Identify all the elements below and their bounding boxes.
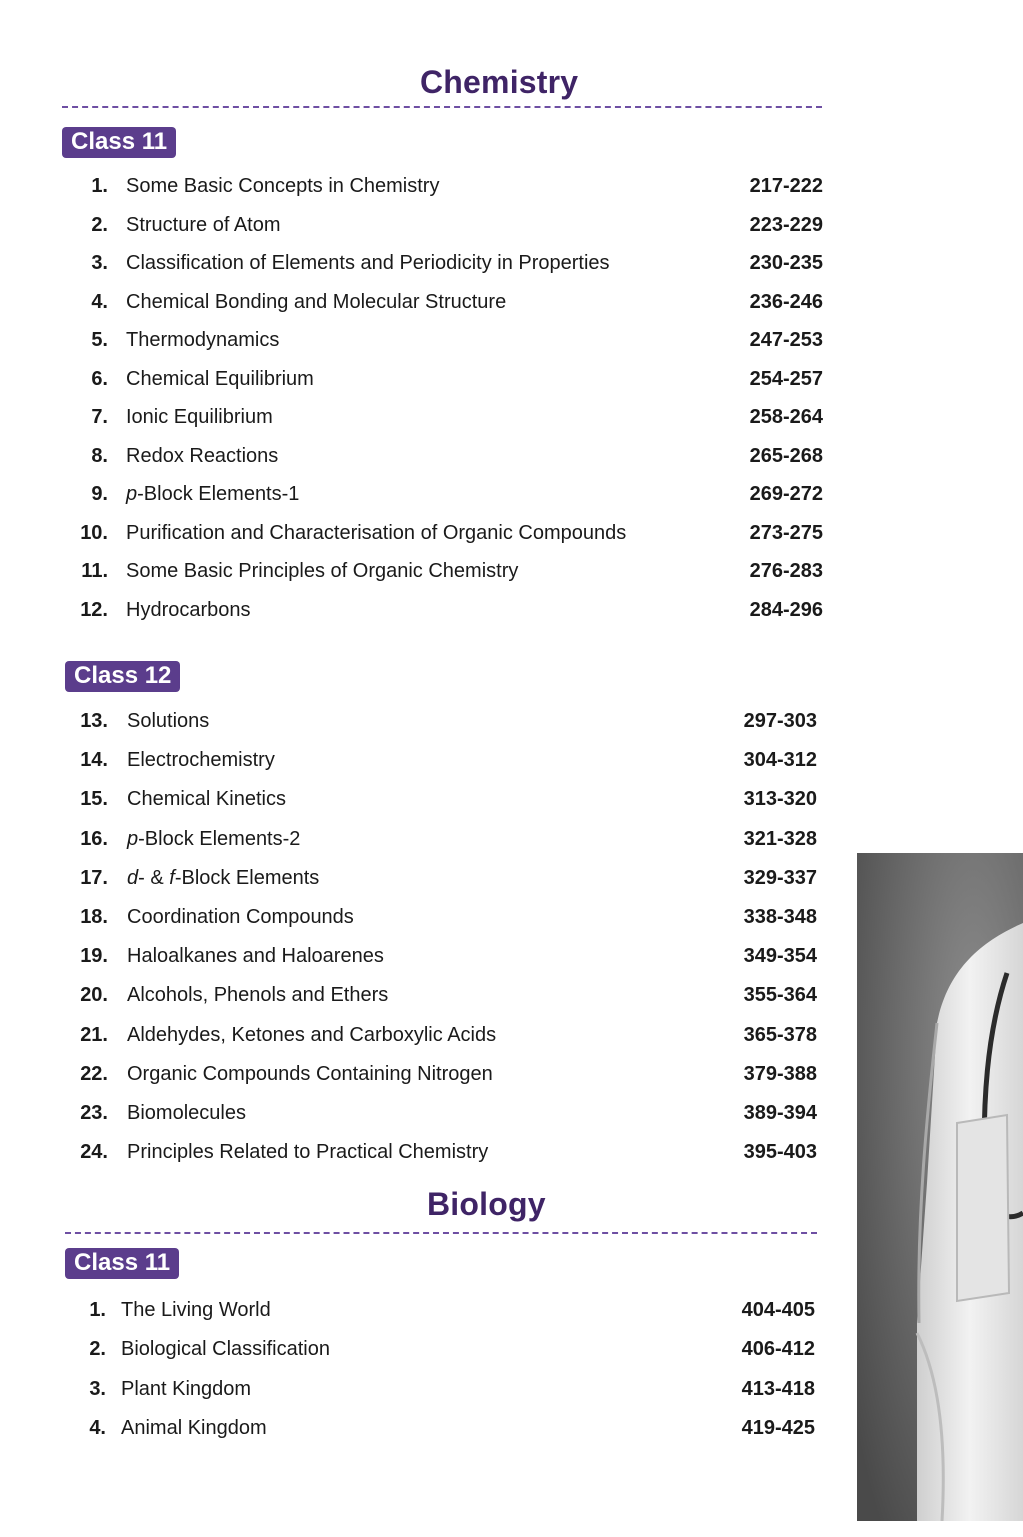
toc-title [127,1020,496,1050]
toc-page-range: 265-268 [749,444,823,467]
chemistry-heading: Chemistry [420,64,579,100]
toc-row[interactable] [60,745,817,775]
toc-title-text: Redox Reactions [126,444,279,467]
toc-title-italic: f [169,866,175,889]
toc-title [126,248,610,278]
toc-title-text: Solutions [127,710,210,732]
toc-title-text: Biomolecules [127,1102,246,1124]
toc-title [127,824,300,854]
toc-title [127,941,384,971]
toc-row[interactable] [60,1098,817,1128]
toc-number: 18. [80,906,108,928]
biology-divider [65,1232,817,1234]
toc-title-text: Haloalkanes and Haloarenes [127,945,384,968]
toc-page-range: 379-388 [743,1062,817,1085]
toc-row[interactable] [60,824,817,854]
toc-title-text: Hydrocarbons [126,598,251,621]
toc-row[interactable] [60,171,823,201]
toc-page-range: 365-378 [743,1023,817,1046]
toc-page-range: 230-235 [749,252,823,274]
toc-title-text: Chemical Bonding and Molecular Structure [126,290,507,313]
toc-title [127,745,275,775]
toc-title [127,902,354,932]
toc-title-text: -Block Elements [174,866,320,889]
toc-title [126,171,439,201]
toc-row[interactable] [60,479,823,509]
toc-title-text: Electrochemistry [127,749,275,772]
toc-number: 7. [91,406,108,428]
toc-page-range: 349-354 [743,945,817,968]
toc-number: 2. [91,213,108,236]
toc-page-range: 236-246 [749,290,823,313]
toc-title [127,706,209,736]
toc-page-range: 338-348 [743,906,817,928]
toc-number: 17. [80,866,108,889]
toc-title-text: Some Basic Concepts in Chemistry [126,175,440,197]
toc-title-text: Classification of Elements and Periodicity in Properties [126,252,610,274]
toc-page-range: 284-296 [749,598,823,621]
toc-number: 16. [80,827,108,850]
toc-number: 1. [89,1299,106,1321]
toc-page-range: 247-253 [749,329,823,351]
toc-row[interactable] [60,863,817,893]
toc-title-text: Ionic Equilibrium [126,406,273,428]
toc-page-range: 217-222 [749,175,823,197]
chemistry-class11-badge: Class 11 [62,127,176,158]
toc-number: 15. [80,788,108,811]
toc-title-text: Coordination Compounds [127,906,354,928]
toc-number: 6. [91,367,108,390]
toc-number: 9. [91,483,108,505]
toc-page-range: 395-403 [743,1141,817,1164]
toc-number: 19. [80,945,108,968]
toc-title-mid: - & [138,866,170,889]
toc-number: 22. [80,1062,108,1085]
toc-row[interactable] [58,1295,815,1325]
toc-row[interactable] [58,1334,815,1364]
toc-title-text: Animal Kingdom [121,1416,267,1439]
biology-class11-badge: Class 11 [65,1248,179,1279]
toc-title [121,1295,271,1325]
toc-number: 10. [80,521,108,544]
toc-page-range: 304-312 [743,749,817,772]
toc-title [126,287,506,317]
toc-page-range: 355-364 [743,984,817,1007]
toc-title [126,325,279,355]
toc-title-text: Principles Related to Practical Chemistry [127,1141,489,1164]
toc-title-text: Biological Classification [121,1338,330,1361]
toc-page-range: 321-328 [743,827,817,850]
toc-page-range: 413-418 [741,1377,815,1400]
toc-row[interactable] [60,595,823,625]
toc-title [126,210,281,240]
toc-row[interactable] [60,784,817,814]
toc-title-text: The Living World [121,1299,271,1321]
toc-number: 21. [80,1023,108,1046]
toc-page-range: 404-405 [741,1299,815,1321]
toc-title [126,518,626,548]
toc-row[interactable] [60,980,817,1010]
toc-title [126,595,251,625]
toc-row[interactable] [58,1374,815,1404]
toc-title-text: Chemical Equilibrium [126,367,314,390]
toc-number: 3. [91,252,108,274]
toc-title [127,1098,246,1128]
chemistry-divider [62,106,822,108]
toc-title [121,1374,251,1404]
toc-title [126,556,518,586]
doctor-with-stethoscope-icon [857,853,1023,1521]
toc-number: 4. [91,290,108,313]
toc-title [126,479,299,509]
toc-number: 5. [91,329,108,351]
toc-row[interactable] [60,325,823,355]
toc-number: 11. [81,560,108,582]
toc-title-text: -Block Elements-1 [137,483,300,505]
toc-number: 13. [80,710,108,732]
toc-title-italic: p [127,827,139,850]
toc-title [127,863,319,893]
chemistry-class12-badge: Class 12 [65,661,180,692]
toc-number: 23. [80,1102,108,1124]
toc-title-text: Aldehydes, Ketones and Carboxylic Acids [127,1023,497,1046]
toc-number: 3. [89,1377,106,1400]
toc-page-range: 258-264 [749,406,823,428]
toc-row[interactable] [60,518,823,548]
toc-row[interactable] [60,364,823,394]
toc-number: 12. [80,598,108,621]
toc-number: 8. [91,444,108,467]
toc-title [121,1413,267,1443]
toc-page-range: 329-337 [743,866,817,889]
toc-row[interactable] [60,1137,817,1167]
toc-number: 14. [80,749,108,772]
toc-row[interactable] [60,441,823,471]
toc-title-text: Some Basic Principles of Organic Chemistry [126,560,519,582]
toc-title [127,1137,488,1167]
toc-title [126,364,314,394]
biology-heading: Biology [427,1186,546,1222]
toc-page-range: 269-272 [749,483,823,505]
toc-title-text: Organic Compounds Containing Nitrogen [127,1062,493,1085]
toc-number: 20. [80,984,108,1007]
toc-title-text: Thermodynamics [126,329,280,351]
toc-title [127,980,388,1010]
toc-page-range: 254-257 [749,367,823,390]
toc-title-text: Structure of Atom [126,213,281,236]
toc-number: 4. [89,1416,106,1439]
toc-title-text: -Block Elements-2 [138,827,301,850]
toc-title [121,1334,330,1364]
toc-row[interactable] [60,1059,817,1089]
toc-title-italic: d [127,866,139,889]
toc-row[interactable] [60,1020,817,1050]
toc-row[interactable] [60,248,823,278]
toc-row[interactable] [60,556,823,586]
toc-title-text: Purification and Characterisation of Organic Compounds [126,521,627,544]
toc-number: 1. [91,175,108,197]
toc-page-range: 297-303 [743,710,817,732]
toc-title-italic: p [126,483,138,505]
toc-page-range: 406-412 [741,1338,815,1361]
toc-row[interactable] [58,1413,815,1443]
toc-page-range: 419-425 [741,1416,815,1439]
toc-number: 24. [80,1141,108,1164]
toc-row[interactable] [60,402,823,432]
toc-title [126,402,273,432]
toc-page-range: 223-229 [749,213,823,236]
toc-title [127,784,286,814]
toc-page-range: 389-394 [743,1102,817,1124]
toc-row[interactable] [60,287,823,317]
toc-row[interactable] [60,941,817,971]
toc-title-text: Chemical Kinetics [127,788,286,811]
toc-title [127,1059,493,1089]
toc-page-range: 276-283 [749,560,823,582]
toc-row[interactable] [60,210,823,240]
toc-title-text: Plant Kingdom [121,1377,252,1400]
toc-page-range: 273-275 [749,521,823,544]
toc-row[interactable] [60,706,817,736]
toc-title [126,441,278,471]
toc-number: 2. [89,1338,106,1361]
doctor-photo [857,853,1023,1521]
toc-title-text: Alcohols, Phenols and Ethers [127,984,389,1007]
toc-row[interactable] [60,902,817,932]
toc-page-range: 313-320 [743,788,817,811]
